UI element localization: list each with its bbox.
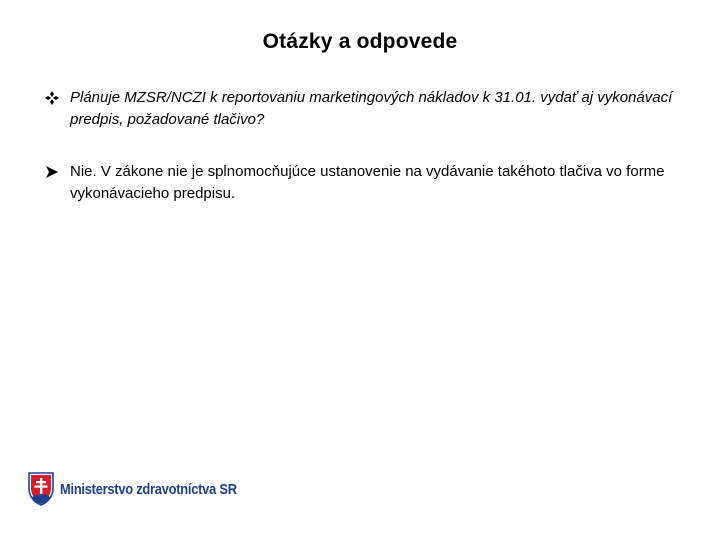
ministry-name: Ministerstvo zdravotníctva SR — [60, 480, 237, 498]
answer-text: Nie. V zákone nie je splnomocňujúce ustanovenie na vydávanie takéhoto tlačiva vo forme vykonávacieho predpisu. — [70, 163, 665, 202]
slide-title: Otázky a odpovede — [262, 30, 458, 53]
ministry-logo — [28, 472, 266, 506]
answer-item — [44, 161, 674, 205]
diamond-bullet-icon — [44, 87, 70, 109]
question-item — [44, 87, 674, 131]
slovak-coat-of-arms-icon — [28, 472, 54, 506]
arrow-bullet-icon — [44, 161, 70, 183]
question-text: Plánuje MZSR/NCZI k reportovaniu marketingových nákladov k 31.01. vydať aj vykonávací predpis, požadované tlačivo? — [70, 89, 673, 128]
